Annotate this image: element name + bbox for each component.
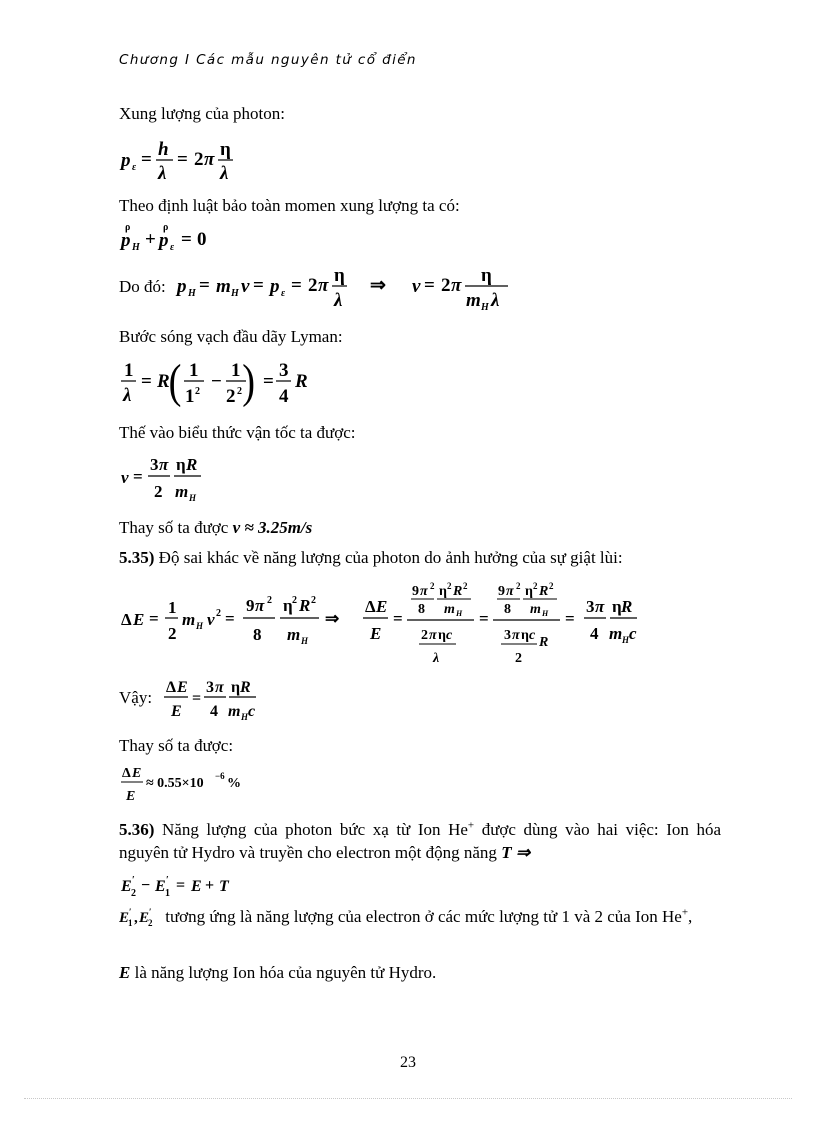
svg-text:p: p: [121, 230, 131, 251]
svg-text:H: H: [188, 288, 196, 299]
svg-text:,: ,: [134, 910, 138, 926]
svg-text:R: R: [240, 679, 251, 696]
svg-text:−: −: [141, 877, 151, 894]
svg-text:m: m: [444, 602, 455, 617]
svg-text:−6: −6: [215, 771, 225, 781]
svg-text:π: π: [506, 584, 514, 599]
ionization-energy-symbol: E: [119, 963, 131, 982]
svg-text:η: η: [525, 584, 533, 599]
svg-text:%: %: [227, 776, 241, 791]
svg-text:1: 1: [128, 918, 133, 927]
svg-text:≈ 0.55×10: ≈ 0.55×10: [146, 776, 204, 791]
svg-text:ε: ε: [281, 288, 286, 299]
svg-text:2: 2: [533, 581, 538, 591]
svg-text:−: −: [211, 371, 222, 392]
svg-text:2: 2: [154, 482, 163, 501]
svg-text:π: π: [255, 596, 265, 615]
svg-text:=: =: [263, 371, 274, 392]
svg-text:4: 4: [210, 703, 218, 720]
svg-text:T: T: [219, 878, 229, 895]
svg-text:h: h: [158, 139, 169, 160]
section-text-5-36: Năng lượng của photon bức xạ từ Ion He: [154, 820, 468, 839]
section-label-5-35: 5.35): [119, 548, 155, 567]
svg-text:π: π: [512, 628, 520, 643]
equation-photon-momentum: [119, 134, 269, 186]
numeric-prefix: Thay số ta được: [119, 518, 229, 537]
svg-text:R: R: [157, 371, 170, 392]
svg-text:⇒: ⇒: [325, 609, 340, 628]
svg-text:m: m: [287, 625, 301, 644]
paragraph-substitute: Thế vào biểu thức vận tốc ta được:: [119, 423, 356, 442]
svg-text:H: H: [196, 621, 204, 631]
svg-text:m: m: [466, 290, 481, 311]
svg-text:m: m: [216, 276, 231, 297]
svg-text:R: R: [453, 584, 463, 599]
svg-text:E: E: [370, 624, 382, 643]
svg-text:+: +: [205, 877, 215, 894]
equation-energy-balance: [119, 873, 249, 899]
svg-text:R: R: [539, 584, 549, 599]
energy-levels-text: tương ứng là năng lượng của electron ở các mức lượng tử 1 và 2 của Ion He: [161, 907, 682, 926]
paragraph-ionization-energy: [119, 963, 436, 983]
svg-text:ε: ε: [132, 162, 137, 173]
svg-text:E: E: [126, 789, 136, 804]
svg-text:2: 2: [216, 608, 221, 619]
equation-energy-levels-symbols: [119, 907, 161, 927]
paragraph-therefore: Do đó:: [119, 277, 166, 296]
svg-text:3: 3: [504, 628, 511, 643]
svg-text:1: 1: [231, 360, 241, 381]
ion-charge-superscript: +: [467, 819, 475, 832]
equation-recoil-energy: [119, 578, 639, 670]
svg-text:η: η: [283, 596, 293, 615]
svg-text:9: 9: [498, 584, 505, 599]
svg-text:η: η: [521, 628, 529, 643]
paragraph-conservation: Theo định luật bảo toàn momen xung lượng ta có:: [119, 196, 460, 215]
svg-text:9: 9: [246, 596, 255, 615]
svg-text:p: p: [159, 230, 169, 251]
equation-lyman-wavelength: [119, 352, 309, 414]
svg-text:=: =: [192, 690, 202, 707]
svg-text:η: η: [439, 584, 447, 599]
svg-text:2: 2: [421, 628, 428, 643]
svg-text:η: η: [481, 265, 492, 286]
svg-text:E: E: [177, 679, 188, 696]
svg-text:R: R: [621, 597, 633, 616]
svg-text:2: 2: [267, 595, 272, 606]
svg-text:=: =: [424, 275, 435, 296]
svg-text:m: m: [182, 610, 196, 629]
svg-text:E: E: [171, 703, 182, 720]
svg-text:λ: λ: [123, 385, 132, 406]
ion-charge-superscript-2: +: [681, 906, 689, 919]
svg-text:=: =: [141, 149, 152, 170]
svg-text:H: H: [542, 609, 549, 618]
svg-text:=: =: [177, 149, 188, 170]
svg-text:H: H: [301, 636, 309, 646]
ionization-energy-text: là năng lượng Ion hóa của nguyên tử Hydro.: [130, 963, 437, 982]
svg-text:m: m: [609, 624, 623, 643]
svg-text:Δ: Δ: [122, 766, 131, 781]
svg-text:π: π: [420, 584, 428, 599]
svg-text:H: H: [481, 302, 489, 313]
svg-text:c: c: [248, 703, 256, 720]
svg-text:1: 1: [124, 360, 134, 381]
svg-text:η: η: [438, 628, 446, 643]
svg-text:η: η: [220, 139, 231, 160]
equation-velocity-result: [119, 450, 229, 506]
svg-text:2: 2: [311, 595, 316, 606]
svg-text:=: =: [149, 609, 159, 628]
svg-text:⇒: ⇒: [370, 275, 386, 296]
equation-relative-energy: [162, 674, 262, 724]
svg-text:η: η: [176, 455, 186, 474]
svg-text:η: η: [334, 265, 345, 286]
svg-text:4: 4: [279, 386, 289, 407]
svg-text:E: E: [121, 878, 132, 895]
paragraph-energy-levels: [119, 905, 721, 928]
svg-text:p: p: [177, 276, 187, 297]
svg-text:′: ′: [129, 907, 132, 917]
svg-text:2: 2: [226, 386, 236, 407]
svg-text:H: H: [622, 635, 630, 645]
svg-text:v: v: [412, 276, 421, 297]
svg-text:π: π: [318, 275, 329, 296]
svg-text:m: m: [228, 703, 241, 720]
equation-relative-energy-value: [119, 762, 259, 808]
svg-text:v: v: [241, 276, 250, 297]
svg-text:π: π: [215, 679, 224, 696]
svg-text:E: E: [376, 597, 388, 616]
svg-text:p: p: [121, 150, 131, 171]
svg-text:3: 3: [279, 360, 289, 381]
svg-text:c: c: [529, 628, 536, 643]
svg-text:=: =: [199, 275, 210, 296]
svg-text:v: v: [207, 610, 215, 629]
svg-text:2: 2: [168, 624, 177, 643]
svg-text:H: H: [456, 609, 463, 618]
svg-text:′: ′: [149, 907, 152, 917]
equation-velocity: [175, 262, 515, 314]
svg-text:2: 2: [194, 149, 204, 170]
svg-text:2: 2: [292, 595, 297, 606]
svg-text:2: 2: [131, 888, 136, 899]
svg-text:=: =: [565, 609, 575, 628]
svg-text:π: π: [204, 149, 215, 170]
svg-text:8: 8: [418, 602, 425, 617]
section-label-5-36: 5.36): [119, 820, 155, 839]
equation-momentum-conservation: [119, 222, 229, 256]
svg-text:′: ′: [166, 875, 169, 886]
svg-text:ρ: ρ: [163, 222, 169, 233]
svg-text:m: m: [175, 482, 189, 501]
svg-text:R: R: [186, 455, 198, 474]
svg-text:H: H: [231, 288, 239, 299]
svg-text:=: =: [181, 229, 192, 250]
svg-text:2: 2: [463, 581, 468, 591]
svg-text:H: H: [132, 242, 140, 253]
paragraph-lyman: Bước sóng vạch đầu dãy Lyman:: [119, 327, 343, 346]
svg-text:1: 1: [185, 386, 195, 407]
page-number: 23: [400, 1054, 416, 1071]
svg-text:=: =: [479, 609, 489, 628]
svg-text:π: π: [429, 628, 437, 643]
svg-text:Δ: Δ: [121, 610, 132, 629]
svg-text:R: R: [299, 596, 311, 615]
svg-text:E: E: [155, 878, 166, 895]
svg-text:0: 0: [197, 229, 207, 250]
svg-text:λ: λ: [433, 651, 440, 666]
svg-text:λ: λ: [220, 163, 229, 184]
svg-text:8: 8: [504, 602, 511, 617]
svg-text:E: E: [133, 610, 145, 629]
svg-text:2: 2: [148, 918, 153, 927]
svg-text:Δ: Δ: [166, 679, 177, 696]
svg-text:2: 2: [447, 581, 452, 591]
svg-text:H: H: [241, 712, 249, 722]
svg-text:=: =: [176, 877, 186, 894]
paragraph-numeric-energy: Thay số ta được:: [119, 736, 234, 755]
svg-text:=: =: [225, 609, 235, 628]
page-header: Chương I Các mẫu nguyên tử cổ điển: [119, 52, 417, 68]
svg-text:π: π: [451, 275, 462, 296]
svg-text:E: E: [132, 766, 142, 781]
section-5-36-text: [119, 818, 721, 864]
svg-text:λ: λ: [158, 163, 167, 184]
svg-text:2: 2: [515, 651, 522, 666]
svg-text:ε: ε: [170, 242, 175, 253]
svg-text:=: =: [291, 275, 302, 296]
svg-text:E: E: [119, 910, 130, 926]
svg-text:p: p: [270, 276, 280, 297]
svg-text:2: 2: [441, 275, 451, 296]
svg-text:=: =: [393, 609, 403, 628]
svg-text:H: H: [189, 493, 197, 503]
svg-text:Δ: Δ: [365, 597, 376, 616]
svg-text:3: 3: [586, 597, 595, 616]
svg-text:2: 2: [195, 386, 200, 397]
svg-text:η: η: [231, 679, 241, 696]
svg-text:): ): [242, 355, 255, 409]
svg-text:R: R: [539, 635, 549, 650]
svg-text:E: E: [191, 878, 202, 895]
svg-text:(: (: [168, 355, 182, 409]
section-text-5-35: Độ sai khác về năng lượng của photon do ảnh hưởng của sự giật lùi:: [154, 548, 623, 567]
svg-text:9: 9: [412, 584, 419, 599]
svg-text:m: m: [530, 602, 541, 617]
svg-text:η: η: [612, 597, 622, 616]
svg-text:E: E: [139, 910, 150, 926]
svg-text:λ: λ: [491, 290, 500, 311]
svg-text:ρ: ρ: [125, 222, 131, 233]
paragraph-hence: Vậy:: [119, 688, 153, 707]
svg-text:=: =: [141, 371, 152, 392]
svg-text:=: =: [133, 467, 143, 486]
kinetic-energy-symbol: T ⇒: [501, 843, 531, 862]
svg-text:3: 3: [206, 679, 214, 696]
svg-text:c: c: [629, 624, 637, 643]
svg-text:π: π: [159, 455, 169, 474]
svg-text:+: +: [145, 229, 156, 250]
svg-text:=: =: [253, 275, 264, 296]
svg-text:λ: λ: [334, 290, 343, 311]
svg-text:R: R: [295, 371, 308, 392]
section-text-5-36-rest: được dùng vào hai việc: Ion hóa nguyên tử Hydro và truyền cho electron một động năng: [119, 820, 721, 862]
svg-text:2: 2: [430, 581, 435, 591]
svg-text:2: 2: [237, 386, 242, 397]
svg-text:8: 8: [253, 625, 262, 644]
paragraph-numeric-velocity: [119, 518, 312, 538]
page-bottom-border: [24, 1098, 792, 1099]
energy-levels-end: ,: [688, 907, 693, 926]
paragraph-photon-momentum: Xung lượng của photon:: [119, 104, 285, 123]
svg-text:3: 3: [150, 455, 159, 474]
svg-text:1: 1: [189, 360, 199, 381]
svg-text:c: c: [446, 628, 453, 643]
svg-text:π: π: [595, 597, 605, 616]
svg-text:2: 2: [549, 581, 554, 591]
svg-text:4: 4: [590, 624, 599, 643]
svg-text:v: v: [121, 468, 129, 487]
svg-text:1: 1: [168, 598, 177, 617]
svg-text:2: 2: [516, 581, 521, 591]
svg-text:1: 1: [165, 888, 170, 899]
svg-text:′: ′: [132, 875, 135, 886]
section-5-35-intro: [119, 548, 623, 568]
svg-text:2: 2: [308, 275, 318, 296]
velocity-value: v ≈ 3.25m/s: [232, 518, 313, 537]
